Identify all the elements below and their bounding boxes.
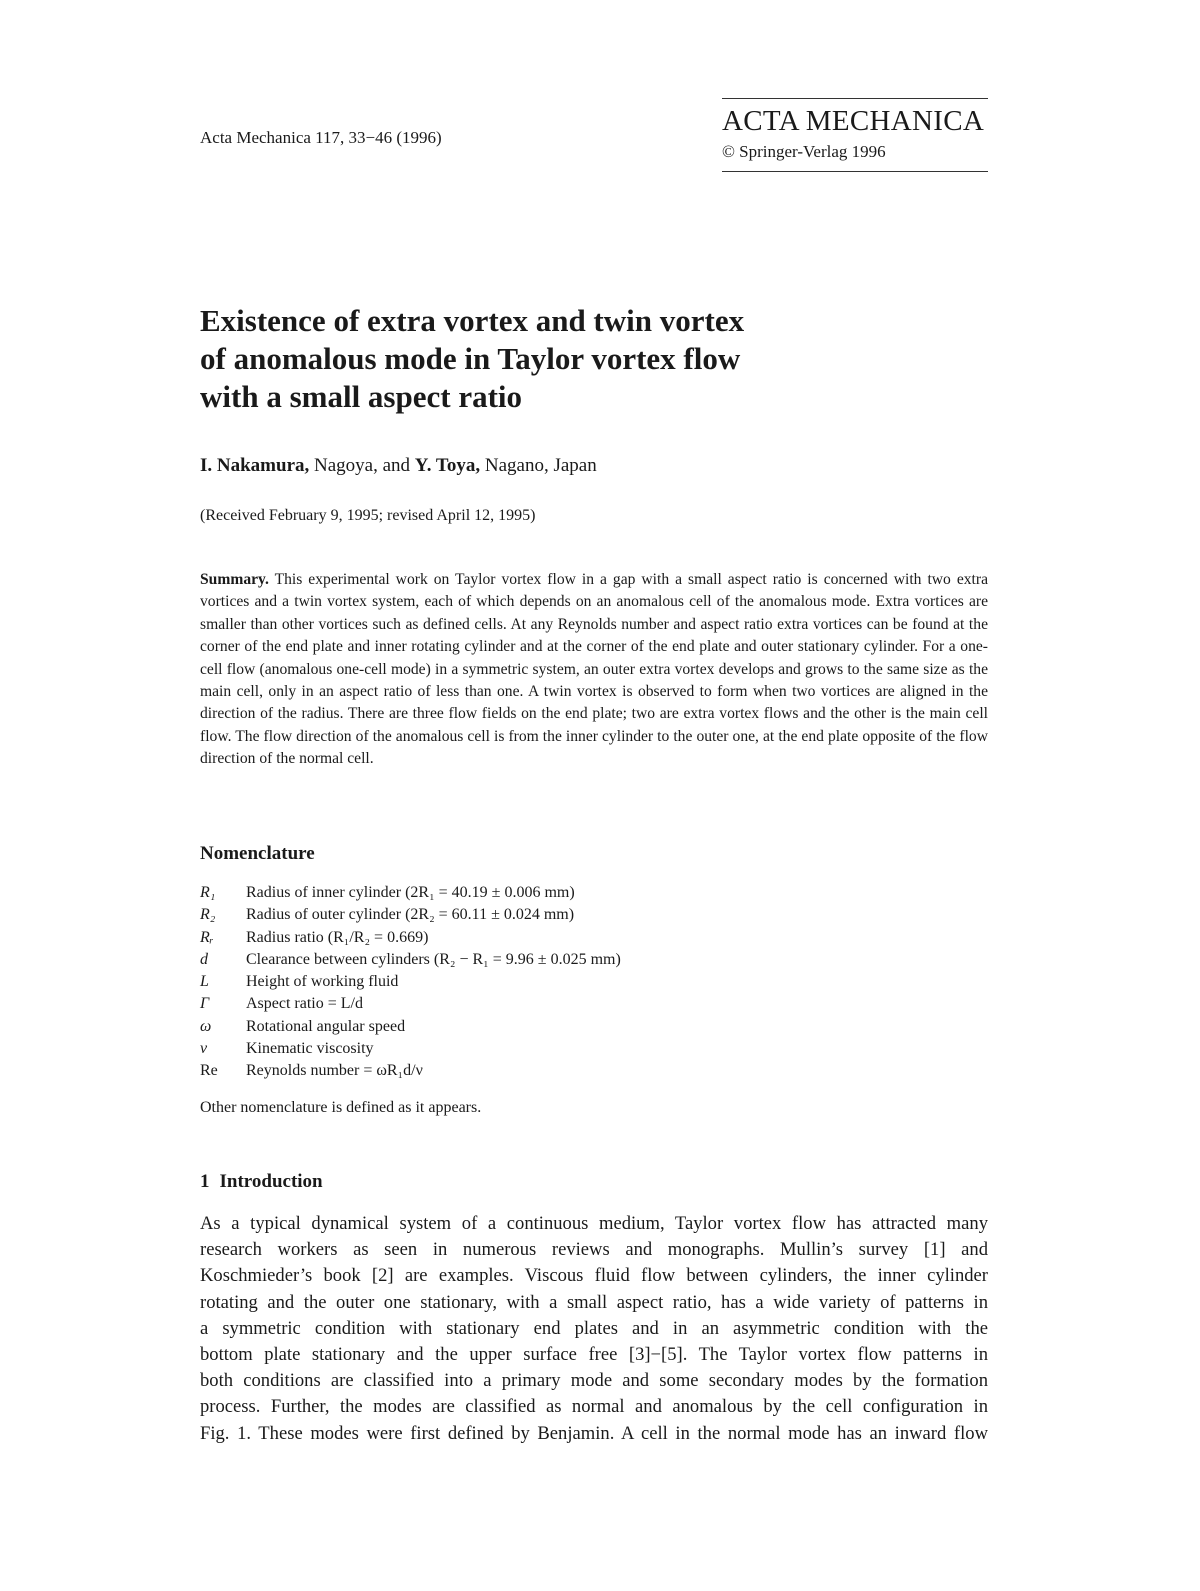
author-affiliation: Nagoya, and	[309, 455, 415, 476]
nomenclature-definition: Clearance between cylinders (R₂ − R₁ = 9.96 ± 0.025 mm)	[246, 950, 621, 968]
nomenclature-symbol: Γ	[200, 995, 210, 1013]
journal-citation: Acta Mechanica 117, 33−46 (1996)	[200, 128, 442, 147]
title-line: Existence of extra vortex and twin vortex	[200, 303, 745, 338]
nomenclature-symbol: Rᵣ	[200, 928, 214, 946]
paper-title	[200, 302, 840, 416]
summary-text: This experimental work on Taylor vortex flow in a gap with a small aspect ratio is concerned with two extra vortices and a twin vortex system, each of which depends on an anomalous cell of the anomalous mode. Extra vortices are smaller than other vortices such as defined cells. At any Reynolds number and aspect ratio extra vortices can be found at the corner of the end plate and inner rotating cylinder and at the corner of the end plate and outer stationary cylinder. For a one-cell flow (anomalous one-cell mode) in a symmetric system, an outer extra vortex develops and grows to the same size as the main cell, only in an aspect ratio of less than one. A twin vortex is observed to form when two vortices are aligned in the direction of the radius. There are three flow fields on the end plate; two are extra vortex flows and the other is the main cell flow. The flow direction of the anomalous cell is from the inner cylinder to the outer one, at the end plate opposite of the flow direction of the normal cell.	[200, 571, 988, 768]
nomenclature-row	[200, 1018, 621, 1040]
title-line: with a small aspect ratio	[200, 379, 523, 414]
summary-paragraph	[200, 569, 988, 771]
nomenclature-row	[200, 1040, 621, 1062]
journal-masthead	[722, 98, 988, 172]
publisher-copyright: © Springer-Verlag 1996	[722, 142, 886, 161]
body-text-line: both conditions are classified into a primary mode and some secondary modes by the formation	[200, 1370, 988, 1392]
masthead-top-rule	[722, 98, 988, 99]
received-dates: (Received February 9, 1995; revised April 12, 1995)	[200, 507, 536, 524]
body-text-line: process. Further, the modes are classified as normal and anomalous by the cell configuration in	[200, 1396, 988, 1418]
nomenclature-definition: Reynolds number = ωR₁d/ν	[246, 1062, 423, 1080]
body-text-line: Fig. 1. These modes were first defined by Benjamin. A cell in the normal mode has an inward flow	[200, 1422, 988, 1444]
author-name: I. Nakamura,	[200, 455, 310, 476]
section-number: 1	[200, 1171, 210, 1192]
nomenclature-note: Other nomenclature is defined as it appears.	[200, 1099, 482, 1116]
journal-name: ACTA MECHANICA	[722, 105, 985, 137]
body-text-line: rotating and the outer one stationary, with a small aspect ratio, has a wide variety of patterns in	[200, 1291, 988, 1313]
nomenclature-definition: Radius ratio (R₁/R₂ = 0.669)	[246, 928, 429, 946]
body-text-line: Koschmieder’s book [2] are examples. Viscous fluid flow between cylinders, the inner cylinder	[200, 1265, 988, 1287]
nomenclature-list	[200, 884, 621, 1085]
nomenclature-symbol: Re	[200, 1062, 218, 1080]
nomenclature-definition: Kinematic viscosity	[246, 1040, 374, 1058]
nomenclature-symbol: R₂	[200, 906, 216, 924]
nomenclature-symbol: R₁	[200, 884, 216, 901]
author-name: Y. Toya,	[414, 455, 481, 476]
nomenclature-row	[200, 1062, 621, 1084]
body-text-line: research workers as seen in numerous reviews and monographs. Mullin’s survey [1] and	[200, 1239, 988, 1261]
nomenclature-row	[200, 995, 621, 1017]
nomenclature-symbol: ν	[200, 1040, 208, 1058]
body-text-line: a symmetric condition with stationary end plates and in an asymmetric condition with the	[200, 1317, 988, 1339]
nomenclature-symbol: L	[200, 973, 209, 991]
title-line: of anomalous mode in Taylor vortex flow	[200, 341, 741, 376]
section-title: Introduction	[219, 1171, 323, 1192]
nomenclature-row	[200, 884, 621, 906]
summary-label: Summary.	[200, 571, 269, 588]
nomenclature-definition: Radius of outer cylinder (2R₂ = 60.11 ± 0.024 mm)	[246, 906, 575, 924]
nomenclature-definition: Aspect ratio = L/d	[246, 995, 363, 1013]
introduction-body	[200, 1211, 988, 1447]
author-line	[200, 455, 597, 477]
nomenclature-heading: Nomenclature	[200, 843, 315, 864]
section-heading-introduction	[200, 1171, 323, 1193]
nomenclature-row	[200, 951, 621, 973]
nomenclature-definition: Rotational angular speed	[246, 1017, 406, 1035]
nomenclature-definition: Height of working fluid	[246, 973, 399, 991]
nomenclature-symbol: d	[200, 950, 208, 968]
author-affiliation: Nagano, Japan	[480, 455, 597, 476]
body-text-line: bottom plate stationary and the upper surface free [3]−[5]. The Taylor vortex flow patterns in	[200, 1344, 988, 1366]
masthead-bottom-rule	[722, 171, 988, 172]
body-text-line: As a typical dynamical system of a continuous medium, Taylor vortex flow has attracted many	[200, 1213, 988, 1234]
nomenclature-row	[200, 929, 621, 951]
nomenclature-row	[200, 906, 621, 928]
nomenclature-definition: Radius of inner cylinder (2R₁ = 40.19 ± 0.006 mm)	[246, 884, 575, 901]
nomenclature-row	[200, 973, 621, 995]
nomenclature-symbol: ω	[200, 1017, 212, 1035]
